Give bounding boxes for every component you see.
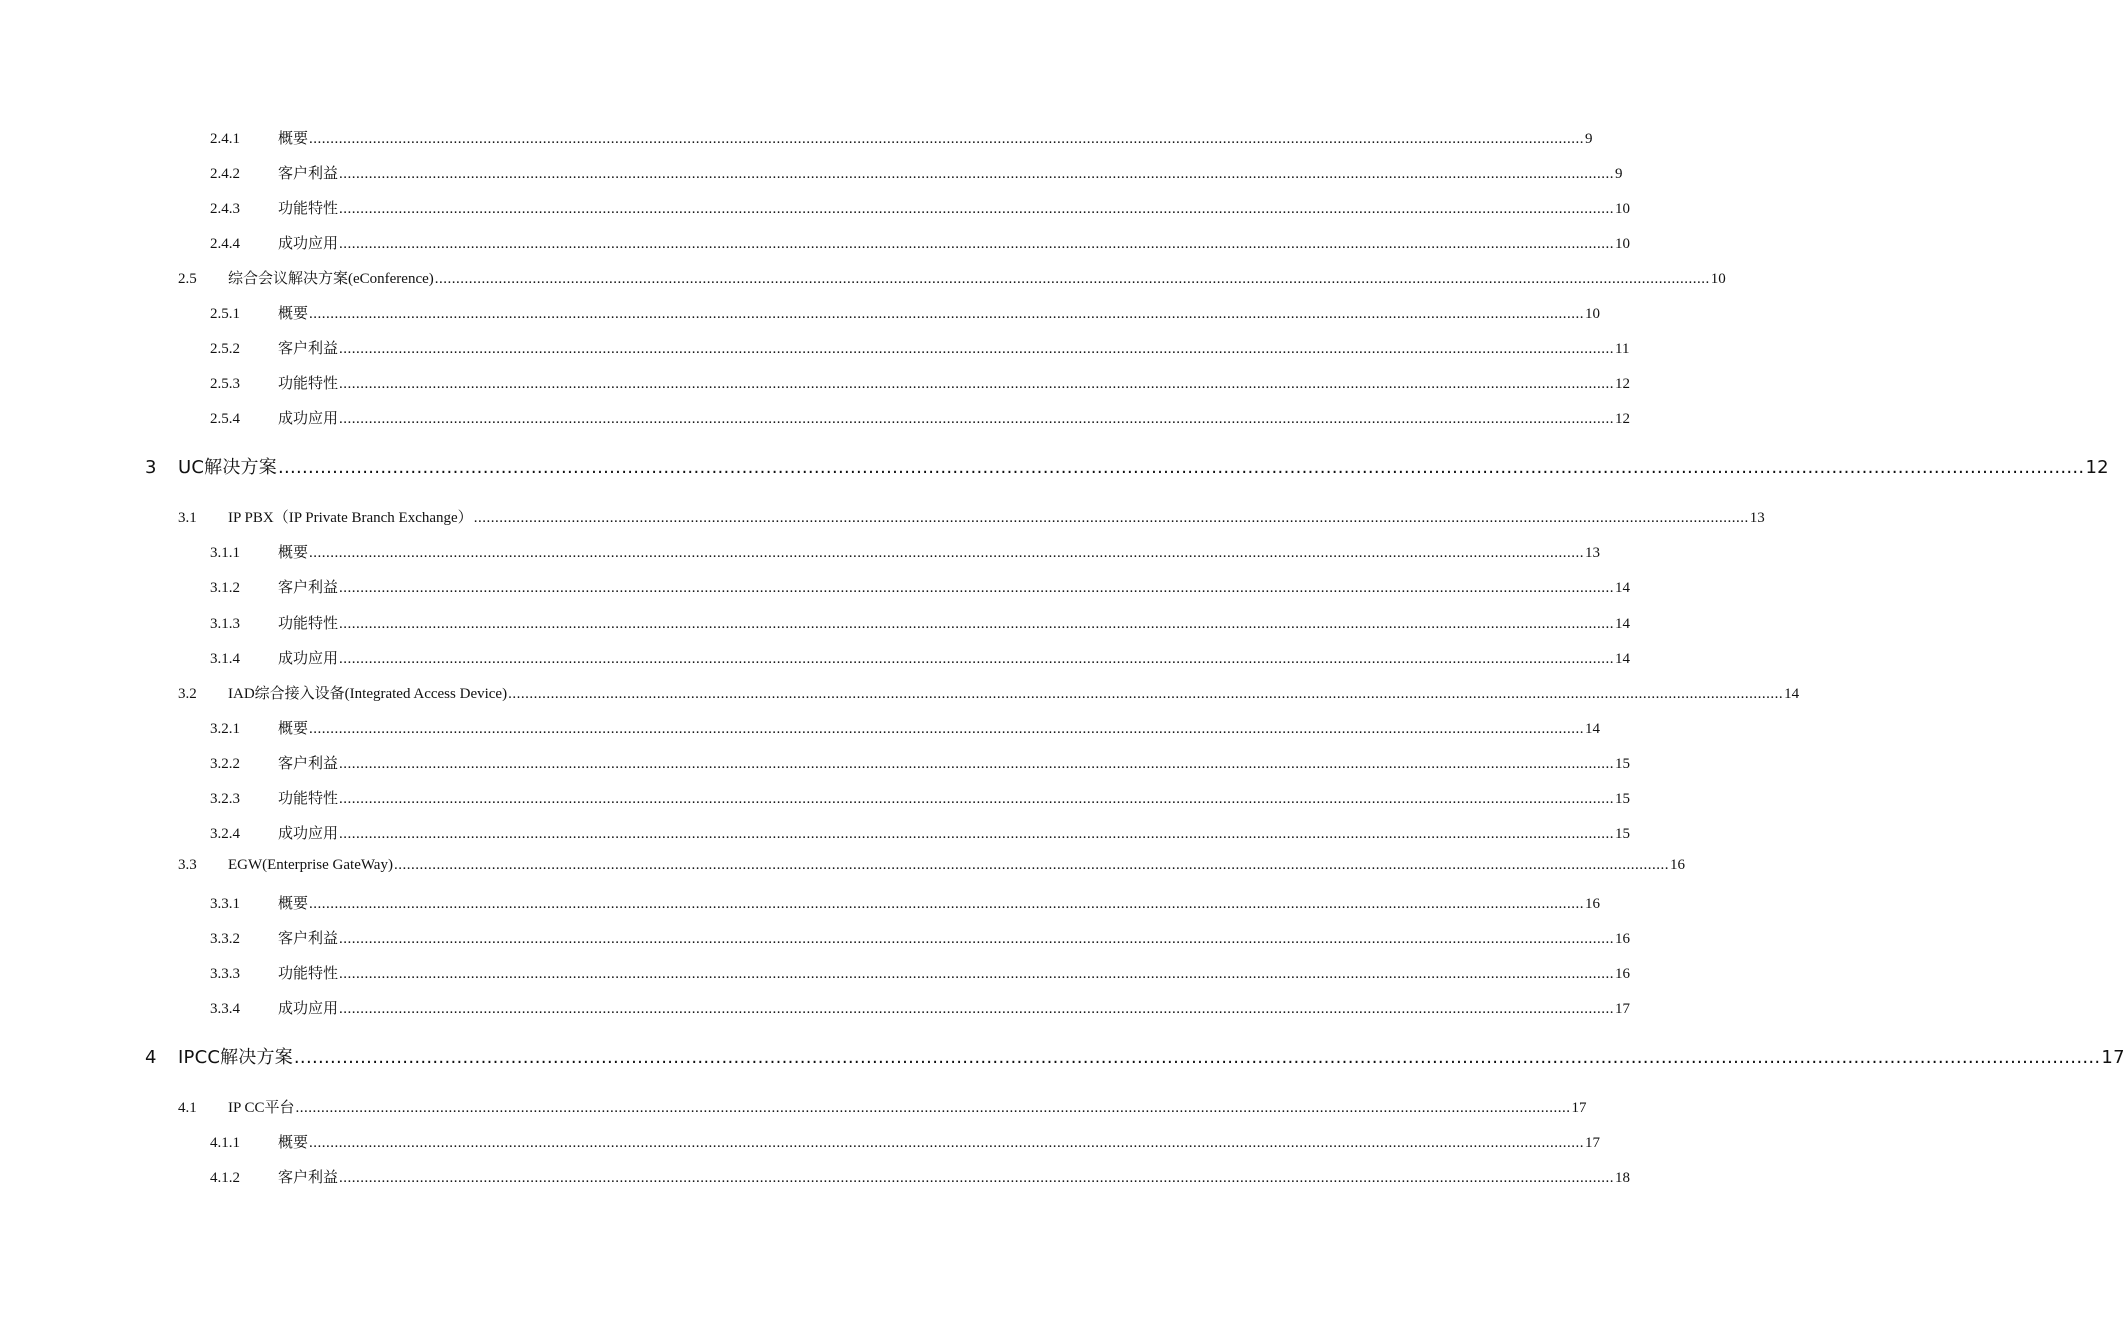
toc-entry-number: 2.5.1 [210, 306, 240, 322]
toc-entry-number: 3.3.3 [210, 966, 240, 982]
toc-entry-page: 15 [1615, 791, 1631, 807]
toc-entry[interactable] [210, 822, 1631, 842]
toc-entry-number: 3.1 [178, 510, 197, 526]
toc-dot-leader: ............................................................................................................................................................................................................................................................................................................ [309, 896, 1585, 912]
toc-chapter-entry[interactable] [145, 453, 2109, 478]
toc-entry-page: 17 [1615, 1001, 1631, 1017]
toc-entry-page: 17 [2101, 1047, 2125, 1068]
toc-entry-number: 3.1.2 [210, 580, 240, 596]
toc-entry[interactable] [210, 576, 1631, 596]
toc-dot-leader: ............................................................................................................................................................................................................................................................................................................ [339, 931, 1615, 947]
toc-dot-leader: ............................................................................................................................................................................................................................................................................................................ [339, 826, 1615, 842]
toc-entry-title: 客户利益 [278, 1170, 339, 1186]
toc-entry[interactable] [178, 506, 1765, 526]
toc-entry-title: 概要 [278, 306, 309, 322]
toc-entry-page: 16 [1615, 966, 1631, 982]
toc-entry-number: 2.4.2 [210, 166, 240, 182]
toc-entry-number: 4 [145, 1047, 157, 1068]
toc-dot-leader: ............................................................................................................................................................................................................................................................................................................ [393, 857, 1669, 873]
toc-entry-title: 客户利益 [278, 580, 339, 596]
toc-dot-leader: ............................................................................................................................................................................................................................................................................................................ [309, 1135, 1585, 1151]
toc-entry-page: 17 [1571, 1100, 1587, 1116]
toc-entry[interactable] [210, 927, 1631, 947]
toc-entry-title: 概要 [278, 1135, 309, 1151]
toc-entry-page: 12 [1615, 411, 1631, 427]
toc-entry-title: 综合会议解决方案(eConference) [228, 271, 434, 287]
toc-dot-leader: ............................................................................................................................................................................................................................................................................................................ [339, 1170, 1615, 1186]
toc-entry[interactable] [210, 337, 1630, 357]
toc-entry-title: IAD综合接入设备(Integrated Access Device) [228, 686, 508, 702]
toc-entry[interactable] [210, 612, 1631, 632]
toc-entry-number: 2.4.1 [210, 131, 240, 147]
toc-entry-number: 3.1.3 [210, 616, 240, 632]
toc-entry-title: 功能特性 [278, 201, 339, 217]
toc-chapter-entry[interactable] [145, 1043, 2125, 1068]
toc-entry-title: 客户利益 [278, 341, 339, 357]
toc-entry[interactable] [210, 197, 1631, 217]
toc-entry-title: 概要 [278, 721, 309, 737]
toc-entry-number: 2.5.3 [210, 376, 240, 392]
toc-entry-title: 客户利益 [278, 756, 339, 772]
toc-dot-leader: ............................................................................................................................................................................................................................................................................................................ [508, 686, 1784, 702]
toc-entry[interactable] [210, 127, 1593, 147]
toc-entry[interactable] [210, 717, 1601, 737]
toc-entry-number: 4.1.2 [210, 1170, 240, 1186]
toc-entry-page: 9 [1615, 166, 1623, 182]
toc-entry-number: 2.4.4 [210, 236, 240, 252]
toc-entry[interactable] [178, 267, 1726, 287]
toc-entry-page: 12 [2085, 457, 2109, 478]
toc-entry[interactable] [210, 962, 1631, 982]
toc-entry-title: IP CC平台 [228, 1100, 295, 1116]
toc-entry-title: 功能特性 [278, 376, 339, 392]
toc-entry-title: 客户利益 [278, 931, 339, 947]
toc-dot-leader: ............................................................................................................................................................................................................................................................................................................ [293, 1047, 2101, 1068]
toc-entry-title: 功能特性 [278, 966, 339, 982]
toc-entry-page: 18 [1615, 1170, 1631, 1186]
toc-entry-number: 3.1.1 [210, 545, 240, 561]
toc-entry-page: 14 [1615, 616, 1631, 632]
toc-entry-title: 成功应用 [278, 651, 339, 667]
toc-dot-leader: ............................................................................................................................................................................................................................................................................................................ [339, 580, 1615, 596]
toc-entry-title: IP PBX（IP Private Branch Exchange） [228, 510, 473, 526]
toc-entry-number: 2.5.2 [210, 341, 240, 357]
toc-entry-page: 14 [1615, 651, 1631, 667]
toc-entry[interactable] [178, 857, 1685, 877]
toc-dot-leader: ............................................................................................................................................................................................................................................................................................................ [309, 721, 1585, 737]
toc-entry-title: 成功应用 [278, 411, 339, 427]
toc-entry-number: 3.3.2 [210, 931, 240, 947]
toc-entry-page: 10 [1585, 306, 1601, 322]
toc-entry-page: 16 [1669, 857, 1685, 873]
toc-entry[interactable] [210, 1131, 1601, 1151]
toc-entry-page: 15 [1615, 756, 1631, 772]
toc-dot-leader: ............................................................................................................................................................................................................................................................................................................ [309, 545, 1585, 561]
toc-entry-title: 功能特性 [278, 616, 339, 632]
toc-entry[interactable] [210, 232, 1631, 252]
toc-dot-leader: ............................................................................................................................................................................................................................................................................................................ [339, 791, 1615, 807]
toc-entry-page: 10 [1615, 201, 1631, 217]
toc-entry-title: UC解决方案 [178, 457, 277, 478]
toc-entry-title: 概要 [278, 131, 309, 147]
toc-entry-number: 3.3.1 [210, 896, 240, 912]
toc-entry-page: 10 [1710, 271, 1726, 287]
toc-entry-title: 概要 [278, 896, 309, 912]
toc-entry-number: 3.2.3 [210, 791, 240, 807]
toc-entry-page: 14 [1615, 580, 1631, 596]
toc-dot-leader: ............................................................................................................................................................................................................................................................................................................ [434, 271, 1710, 287]
toc-dot-leader: ............................................................................................................................................................................................................................................................................................................ [339, 236, 1615, 252]
toc-entry[interactable] [210, 372, 1631, 392]
toc-entry-page: 16 [1615, 931, 1631, 947]
toc-entry[interactable] [210, 892, 1601, 912]
toc-entry[interactable] [210, 997, 1631, 1017]
toc-entry-title: IPCC解决方案 [178, 1047, 293, 1068]
toc-entry[interactable] [210, 541, 1601, 561]
toc-entry-title: 成功应用 [278, 236, 339, 252]
toc-entry-number: 3.3.4 [210, 1001, 240, 1017]
toc-entry-page: 14 [1784, 686, 1800, 702]
toc-entry-page: 17 [1585, 1135, 1601, 1151]
toc-entry[interactable] [178, 682, 1800, 702]
toc-entry-number: 3.3 [178, 857, 197, 873]
toc-entry-page: 9 [1585, 131, 1593, 147]
toc-entry-number: 2.5.4 [210, 411, 240, 427]
toc-entry-page: 13 [1749, 510, 1765, 526]
toc-entry-number: 3 [145, 457, 157, 478]
toc-entry-page: 10 [1615, 236, 1631, 252]
toc-dot-leader: ............................................................................................................................................................................................................................................................................................................ [339, 341, 1615, 357]
toc-entry-page: 14 [1585, 721, 1601, 737]
toc-entry-page: 16 [1585, 896, 1601, 912]
toc-entry-page: 15 [1615, 826, 1631, 842]
toc-dot-leader: ............................................................................................................................................................................................................................................................................................................ [339, 376, 1615, 392]
toc-entry-title: 概要 [278, 545, 309, 561]
toc-entry[interactable] [210, 647, 1631, 667]
toc-entry-number: 4.1 [178, 1100, 197, 1116]
toc-entry[interactable] [210, 1166, 1631, 1186]
toc-entry-number: 3.2.1 [210, 721, 240, 737]
toc-dot-leader: ............................................................................................................................................................................................................................................................................................................ [339, 166, 1615, 182]
toc-entry-number: 4.1.1 [210, 1135, 240, 1151]
toc-entry[interactable] [210, 302, 1601, 322]
toc-entry-number: 3.1.4 [210, 651, 240, 667]
toc-dot-leader: ............................................................................................................................................................................................................................................................................................................ [473, 510, 1749, 526]
toc-entry-title: 功能特性 [278, 791, 339, 807]
toc-entry-page: 11 [1615, 341, 1630, 357]
toc-entry[interactable] [210, 752, 1631, 772]
toc-dot-leader: ............................................................................................................................................................................................................................................................................................................ [339, 651, 1615, 667]
toc-dot-leader: ............................................................................................................................................................................................................................................................................................................ [339, 756, 1615, 772]
toc-entry[interactable] [210, 162, 1623, 182]
toc-entry-number: 3.2 [178, 686, 197, 702]
toc-dot-leader: ............................................................................................................................................................................................................................................................................................................ [295, 1100, 1571, 1116]
toc-entry[interactable] [210, 407, 1631, 427]
toc-dot-leader: ............................................................................................................................................................................................................................................................................................................ [339, 1001, 1615, 1017]
toc-entry-page: 12 [1615, 376, 1631, 392]
toc-entry-page: 13 [1585, 545, 1601, 561]
toc-entry-title: 成功应用 [278, 1001, 339, 1017]
toc-entry-title: EGW(Enterprise GateWay) [228, 857, 393, 873]
toc-entry-number: 2.4.3 [210, 201, 240, 217]
toc-entry-title: 成功应用 [278, 826, 339, 842]
toc-dot-leader: ............................................................................................................................................................................................................................................................................................................ [309, 306, 1585, 322]
toc-dot-leader: ............................................................................................................................................................................................................................................................................................................ [339, 616, 1615, 632]
toc-entry[interactable] [210, 787, 1631, 807]
toc-entry-number: 3.2.4 [210, 826, 240, 842]
toc-entry-number: 3.2.2 [210, 756, 240, 772]
toc-entry-number: 2.5 [178, 271, 197, 287]
toc-dot-leader: ............................................................................................................................................................................................................................................................................................................ [309, 131, 1585, 147]
toc-dot-leader: ............................................................................................................................................................................................................................................................................................................ [339, 966, 1615, 982]
toc-entry-title: 客户利益 [278, 166, 339, 182]
toc-dot-leader: ............................................................................................................................................................................................................................................................................................................ [339, 201, 1615, 217]
toc-dot-leader: ............................................................................................................................................................................................................................................................................................................ [277, 457, 2085, 478]
toc-entry[interactable] [178, 1096, 1587, 1116]
toc-dot-leader: ............................................................................................................................................................................................................................................................................................................ [339, 411, 1615, 427]
